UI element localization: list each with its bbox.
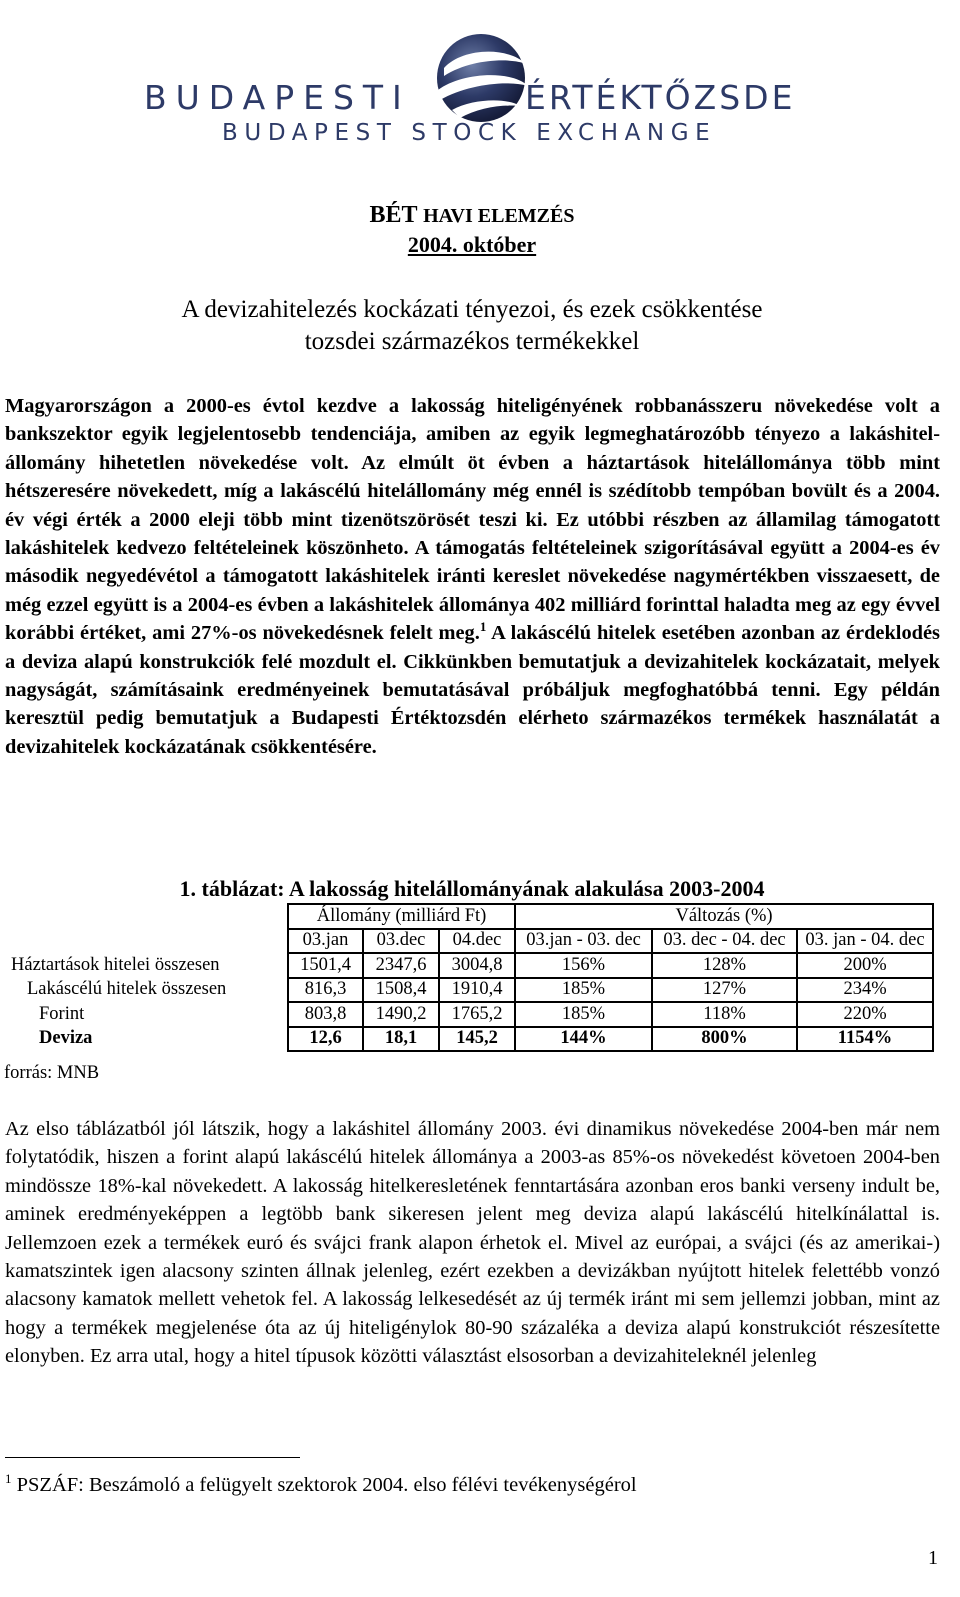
report-title-small: HAVI ELEMZÉS [423,205,575,227]
table-cell: 1910,4 [439,978,515,1003]
table-cell: 1508,4 [363,978,439,1003]
col-header: 04.dec [439,929,515,954]
row-label: Deviza [9,1027,288,1052]
logo-subtitle: BUDAPEST STOCK EXCHANGE [222,120,717,146]
col-header: 03. jan - 04. dec [797,929,933,954]
table-cell: 234% [797,978,933,1003]
table-cell: 127% [652,978,797,1003]
table-corner [9,904,288,929]
intro-text-b: A lakáscélú hitelek esetében azonban az érdeklodés a deviza alapú konstrukciók felé mozdult el. Cikkünkben bemutatjuk a devizahitelek kockázatait, melyek nagyságát, számításaink eredményeinek bemutatásával próbáljuk megfoghatóbbá tenni. Egy példán keresztül pedig bemutatjuk a Budapesti Értéktozsdén elérheto származékos termékek használatát a devizahitelek kockázatának csökkentésére. [5,622,940,758]
table-row [9,1002,933,1027]
report-date [0,232,944,258]
row-label: Háztartások hitelei összesen [9,953,288,978]
table-cell: 118% [652,1002,797,1027]
table-cell: 145,2 [439,1027,515,1052]
table-cell: 816,3 [288,978,363,1003]
table-row [9,1027,933,1052]
table-cell: 185% [515,978,652,1003]
col-header: 03. dec - 04. dec [652,929,797,954]
table-cell: 200% [797,953,933,978]
bse-logo [140,28,820,158]
table-cell: 1154% [797,1027,933,1052]
footnote-number: 1 [5,1471,12,1486]
table-cell: 1501,4 [288,953,363,978]
col-header: 03.jan [288,929,363,954]
loan-table [9,903,934,1052]
table-cell: 3004,8 [439,953,515,978]
report-date-text: 2004. október [407,232,537,257]
group-header-stock: Állomány (milliárd Ft) [288,904,515,929]
footnote-ref: 1 [479,619,487,635]
table-cell: 800% [652,1027,797,1052]
report-title-big: BÉT [369,202,418,228]
table-corner-2 [9,929,288,954]
table-cell: 185% [515,1002,652,1027]
intro-paragraph [5,392,940,761]
table-row [9,953,933,978]
footnote-divider [5,1457,300,1458]
table-cell: 18,1 [363,1027,439,1052]
table-row [9,978,933,1003]
table-cell: 1765,2 [439,1002,515,1027]
col-header: 03.jan - 03. dec [515,929,652,954]
footnote-text: PSZÁF: Beszámoló a felügyelt szektorok 2004. elso félévi tevékenységérol [11,1473,637,1496]
group-header-change: Változás (%) [515,904,933,929]
table-cell: 803,8 [288,1002,363,1027]
table-column-header-row [9,929,933,954]
report-title [0,202,944,229]
table-cell: 12,6 [288,1027,363,1052]
article-title [0,294,944,358]
intro-text-a: Magyarországon a 2000-es évtol kezdve a lakosság hiteligényének robbanásszeru növekedése volt a bankszektor egyik legjelentosebb tendenciája, amiben az egyik legmeghatározóbb tényezo a lakáshitel-állomány hihetetlen növekedése volt. Az elmúlt öt évben a háztartások hitelállománya több mint hétszeresére növekedett, míg a lakáscélú hitelállomány még ennél is szédítobb tempóban bovült és a 2004. év végi érték a 2000 eleji több mint tizenötszörösét teszi ki. Ez utóbbi részben az államilag támogatott lakáshitelek kedvezo feltételeinek köszönheto. A támogatás feltételeinek szigorításával együtt a 2004-es év második negyedévétol a támogatott lakáshitelek iránti kereslet növekedése nagymértékben visszaesett, de még ezzel együtt is a 2004-es évben a lakáshitelek állománya 402 milliárd forinttal haladta meg az egy évvel korábbi értéket, ami 27%-os növekedésnek felelt meg. [5,395,940,645]
table-source: forrás: MNB [4,1063,100,1083]
col-header: 03.dec [363,929,439,954]
table-cell: 144% [515,1027,652,1052]
row-label: Forint [9,1002,288,1027]
table-group-header-row [9,904,933,929]
table-cell: 128% [652,953,797,978]
row-label: Lakáscélú hitelek összesen [9,978,288,1003]
article-title-line2: tozsdei származékos termékekkel [304,328,640,355]
page-number: 1 [928,1547,938,1569]
table-caption: 1. táblázat: A lakosság hitelállományának alakulása 2003-2004 [179,876,765,901]
table-cell: 156% [515,953,652,978]
table-cell: 1490,2 [363,1002,439,1027]
table-cell: 2347,6 [363,953,439,978]
article-title-line1: A devizahitelezés kockázati tényezoi, és ezek csökkentése [181,296,763,323]
logo-name-left: BUDAPESTI [144,78,411,117]
globe-logo-icon [422,28,540,128]
table-cell: 220% [797,1002,933,1027]
body-paragraph: Az elso táblázatból jól látszik, hogy a lakáshitel állomány 2003. évi dinamikus növekedése 2004-ben már nem folytatódik, hiszen a forint alapú lakáscélú hitelek állománya a 2003-as 85%-os növekedést követoen 2004-ben mindössze 18%-kal növekedett. A lakosság hitelkeresletének fenntartására azonban eros banki verseny indult be, aminek eredményeképpen a legtöbb bank sikeresen jelent meg deviza alapú lakáscélú hitelkínálattal is. Jellemzoen ezek a termékek euró és svájci frank alapon érhetok el. Mivel az európai, a svájci (és az amerikai-) kamatszintek igen alacsony szinten állnak jelenleg, ezért ezekben a devizákban nyújtott hitelek felettébb vonzó alacsony kamatok mellett vehetok fel. A lakosság lelkesedését az új termék iránt mi sem jellemzi jobban, mint az hogy a termékek megjelenése óta az új hiteligénylok 80-90 százaléka a deviza alapú konstrukciót részesítette elonyben. Ez arra utal, hogy a hitel típusok közötti választást elsosorban a devizahiteleknél jelenleg [5,1118,940,1368]
footnote [5,1471,637,1497]
logo-name-right: ÉRTÉKTŐZSDE [525,78,796,117]
